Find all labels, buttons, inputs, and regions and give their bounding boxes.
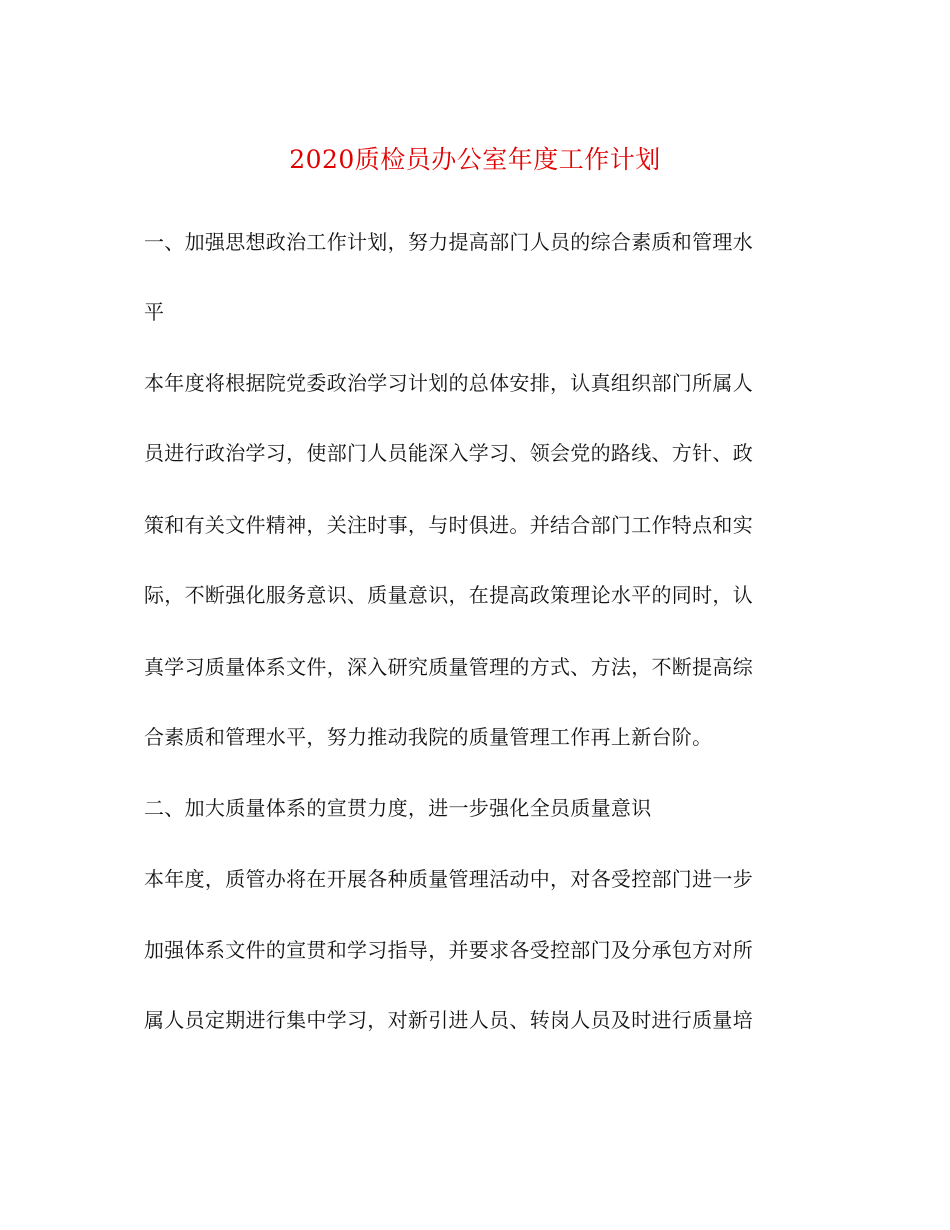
section-heading-1: 一、加强思想政治工作计划，努力提高部门人员的综合素质和管理水: [144, 230, 753, 254]
section-heading-1-continued: 平: [144, 300, 165, 324]
paragraph-line: 员进行政治学习，使部门人员能深入学习、领会党的路线、方针、政: [144, 441, 753, 465]
paragraph-line: 真学习质量体系文件，深入研究质量管理的方式、方法，不断提高综: [144, 655, 753, 679]
paragraph-line: 策和有关文件精神，关注时事，与时俱进。并结合部门工作特点和实: [144, 513, 753, 537]
paragraph-line: 属人员定期进行集中学习，对新引进人员、转岗人员及时进行质量培: [144, 1008, 753, 1032]
paragraph-line: 合素质和管理水平，努力推动我院的质量管理工作再上新台阶。: [144, 725, 713, 749]
paragraph-line: 际，不断强化服务意识、质量意识，在提高政策理论水平的同时，认: [144, 583, 753, 607]
paragraph-line: 本年度将根据院党委政治学习计划的总体安排，认真组织部门所属人: [144, 371, 753, 395]
paragraph-line: 本年度，质管办将在开展各种质量管理活动中，对各受控部门进一步: [144, 867, 753, 891]
paragraph-line: 加强体系文件的宣贯和学习指导，并要求各受控部门及分承包方对所: [144, 938, 753, 962]
document-title: 2020质检员办公室年度工作计划: [289, 145, 661, 174]
section-heading-2: 二、加大质量体系的宣贯力度，进一步强化全员质量意识: [144, 796, 652, 820]
